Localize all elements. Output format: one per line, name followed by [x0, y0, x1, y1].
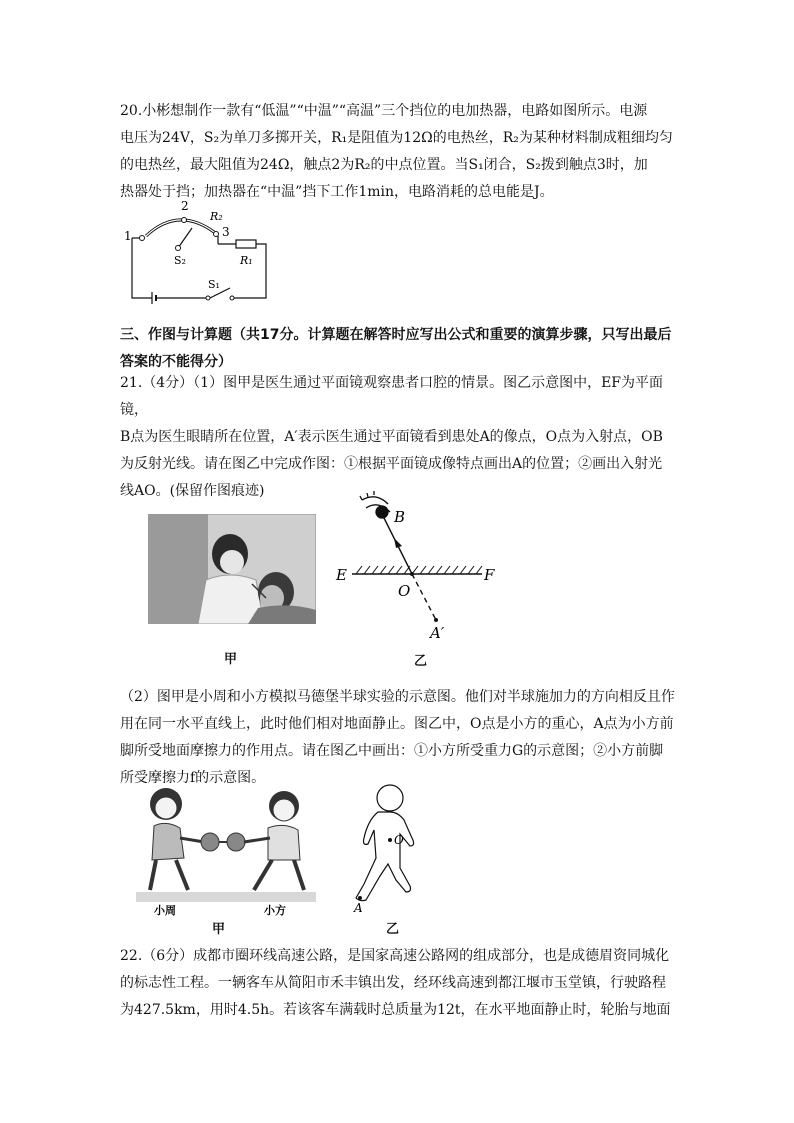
q21-line4: 线AO。(保留作图痕迹)	[120, 483, 265, 499]
q21p2-line2: 用在同一水平直线上，此时他们相对地面静止。图乙中，O点是小方的重心，A点为小方前	[120, 716, 674, 732]
q20-line4a: 热器处于	[120, 184, 176, 200]
q21p2-line3: 脚所受地面摩擦力的作用点。请在图乙中画出：①小方所受重力G的示意图；②小方前脚	[120, 743, 664, 759]
q22-line1: 22.（6分）成都市圈环线高速公路，是国家高速公路网的组成部分，也是成德眉资同城化	[120, 948, 670, 964]
eye-icon	[360, 491, 390, 518]
r1-label: R₁	[240, 254, 253, 267]
q20-line3: 的电热丝，最大阻值为24Ω，触点2为R₂的中点位置。当S₁闭合，S₂拨到触点3时，加	[120, 157, 648, 173]
label-o-2: O	[394, 833, 404, 847]
contact-1-label: 1	[124, 229, 132, 243]
section3-line1: 三、作图与计算题（共17分。计算题在解答时应写出公式和重要的演算步骤，只写出最后	[120, 327, 672, 343]
name-xiaofang: 小方	[264, 904, 286, 917]
q21-line3: 为反射光线。请在图乙中完成作图：①根据平面镜成像特点画出A的位置；②画出入射光	[120, 456, 663, 472]
q21p2-line4: 所受摩擦力f的示意图。	[120, 770, 266, 786]
label-b: B	[394, 508, 406, 526]
q22-text	[120, 943, 680, 1024]
r2-label: R₂	[210, 210, 223, 223]
label-o: O	[398, 582, 411, 600]
contact-3-label: 3	[222, 225, 230, 239]
label-e: E	[336, 566, 347, 584]
q21p2-line1: （2）图甲是小周和小方模拟马德堡半球实验的示意图。他们对半球施加力的方向相反且作	[120, 689, 675, 705]
q20-text	[120, 98, 680, 208]
q20-line4c: J。	[534, 184, 554, 200]
q22-line2: 的标志性工程。一辆客车从简阳市禾丰镇出发，经环线高速到都江堰市玉堂镇，行驶路程	[120, 975, 666, 991]
mirror-diagram	[332, 486, 512, 646]
label-a-prime: A′	[430, 624, 445, 642]
q20-line1: 20.小彬想制作一款有“低温”“中温”“高温”三个挡位的电加热器，电路如图所示。电源	[120, 103, 648, 119]
s2-label: S₂	[174, 254, 186, 267]
fig-caption-yi-2: 乙	[386, 922, 400, 937]
q20-line2: 电压为24V，S₂为单刀多掷开关，R₁是阻值为12Ω的电热丝，R₂为某种材料制成粗细均匀	[120, 130, 673, 146]
q21-part2-text	[120, 684, 680, 792]
label-f: F	[484, 566, 495, 584]
q20-line4b: 挡；加热器在“中温”挡下工作1min，电路消耗的总电能是	[176, 184, 534, 200]
s1-label: S₁	[208, 278, 220, 291]
name-xiaozhou: 小周	[154, 904, 176, 917]
silhouette-outline	[346, 780, 436, 916]
section3-line2: 答案的不能得分）	[120, 354, 232, 370]
q21-line1: 21.（4分）（1）图甲是医生通过平面镜观察患者口腔的情景。图乙示意图中，EF为平面镜，	[120, 375, 664, 418]
fig-caption-jia-2: 甲	[212, 922, 226, 937]
q21-line2: B点为医生眼睛所在位置，A′表示医生通过平面镜看到患处A的像点，O点为入射点，OB	[120, 429, 663, 445]
label-a-2: A	[354, 901, 363, 915]
q21-text	[120, 370, 680, 505]
q22-line3: 为427.5km，用时4.5h。若该客车满载时总质量为12t，在水平地面静止时，轮胎与地面	[120, 1002, 671, 1018]
dentist-photo	[148, 514, 316, 624]
circuit-diagram	[118, 198, 278, 304]
contact-2-label: 2	[181, 199, 189, 213]
section-3-heading	[120, 322, 680, 376]
fig-caption-yi-1: 乙	[414, 654, 428, 669]
fig-caption-jia-1: 甲	[224, 652, 238, 667]
magdeburg-illustration	[136, 782, 316, 920]
